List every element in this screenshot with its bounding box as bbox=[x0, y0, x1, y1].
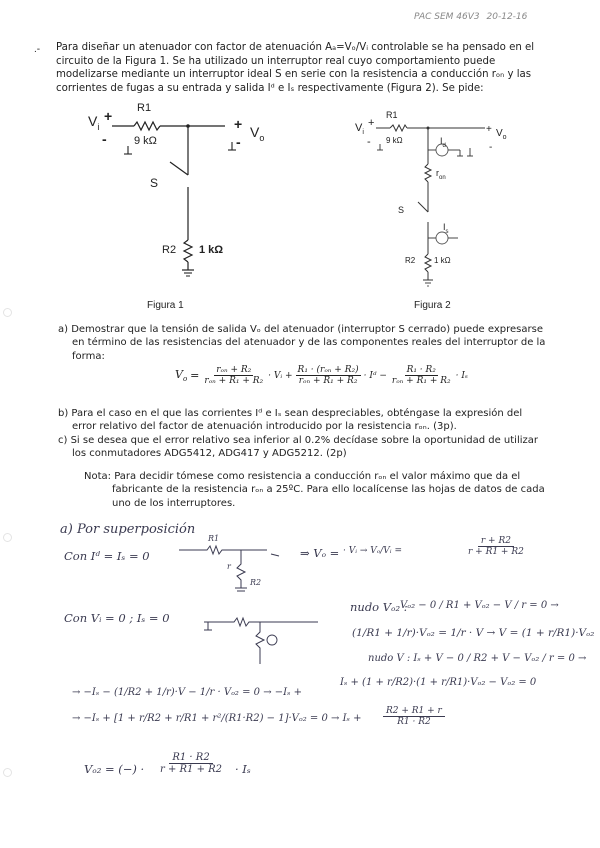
fig2-vi-label: $V_i$ bbox=[355, 122, 364, 137]
sketch-r1: R1 bbox=[208, 534, 220, 543]
fig2-vi-minus: - bbox=[367, 136, 371, 148]
handwritten-fraction-7: R2 + R1 + r R1 · R2 bbox=[383, 706, 445, 727]
fig1-r2-value: 1 kΩ bbox=[199, 244, 224, 256]
fig2-vi-plus: + bbox=[368, 117, 375, 129]
handwritten-step-5b: Iₛ + (1 + r/R2)·(1 + r/R1)·Vₒ₂ − Vₒ₂ = 0 bbox=[340, 677, 537, 688]
fig2-vo-plus: + bbox=[486, 124, 492, 135]
figure-2-circuit bbox=[340, 104, 540, 304]
handwritten-heading: a) Por superposición bbox=[60, 522, 196, 537]
handwritten-vo-eq: ⇒ Vₒ = bbox=[300, 546, 340, 560]
fig1-r1-value: 9 kΩ bbox=[134, 135, 157, 147]
handwritten-case-2: Con Vᵢ = 0 ; Iₛ = 0 bbox=[64, 611, 170, 625]
fig2-is-label: $I_s$ bbox=[443, 222, 449, 235]
fig1-switch-label: S bbox=[150, 176, 159, 190]
formula-fraction-3: R₁ · R₂ rₒₙ + R₁ + R₂ bbox=[391, 365, 451, 386]
fig1-vo-label: $V_o$ bbox=[250, 124, 265, 143]
fig2-ron-label: $r_{on}$ bbox=[436, 168, 446, 181]
fig2-switch-label: S bbox=[398, 205, 405, 215]
fig2-r1-value: 9 kΩ bbox=[386, 136, 403, 145]
handwritten-case-1: Con Iᵈ = Iₛ = 0 bbox=[64, 549, 150, 563]
handwritten-node-vo2-eq: Vₒ₂ − 0 / R1 + Vₒ₂ − V / r = 0 → bbox=[400, 600, 559, 611]
header-note: PAC SEM 46V3 20-12-16 bbox=[414, 12, 528, 22]
handwritten-node-vo2: nudo Vₒ₂ : bbox=[350, 600, 408, 614]
formula-lhs: $V_o$ bbox=[175, 367, 188, 384]
handwritten-node-v: nudo V : Iₛ + V − 0 / R2 + V − Vₒ₂ / r = 0 → bbox=[368, 653, 587, 664]
formula-fraction-1: rₒₙ + R₂ rₒₙ + R₁ + R₂ bbox=[204, 365, 264, 386]
handwritten-sketch-1 bbox=[175, 536, 295, 596]
handwritten-final-fraction: R1 · R2 r + R1 + R2 bbox=[160, 752, 223, 775]
handwritten-fraction-1: r + R2 r + R1 + R2 bbox=[468, 536, 524, 557]
fig1-caption: Figura 1 bbox=[147, 300, 184, 311]
fig1-vi-plus: + bbox=[104, 108, 113, 124]
binder-hole bbox=[3, 768, 12, 777]
fig2-vo-label: $V_o$ bbox=[496, 128, 507, 141]
handwritten-step-7: → −Iₛ + [1 + r/R2 + r/R1 + r²/(R1·R2) − 1]·Vₒ₂ = 0 → Iₛ + bbox=[72, 713, 362, 724]
fig2-r2-label: R2 bbox=[405, 256, 416, 265]
handwritten-step-4: (1/R1 + 1/r)·Vₒ₂ = 1/r · V → V = (1 + r/R1)·Vₒ₂ bbox=[352, 627, 595, 639]
handwritten-final-is: · Iₛ bbox=[235, 762, 251, 776]
handwritten-step-6: → −Iₛ − (1/R2 + 1/r)·V − 1/r · Vₒ₂ = 0 → −Iₛ + bbox=[72, 687, 303, 698]
fig2-r1-label: R1 bbox=[386, 110, 398, 120]
part-c-text: c) Si se desea que el error relativo sea inferior al 0.2% decídase sobre la oportunidad de utilizar los conmutadores ADG5412, ADG417 y ADG5212. (2p) bbox=[58, 435, 539, 460]
fig2-vo-minus: - bbox=[489, 142, 493, 153]
fig2-caption: Figura 2 bbox=[414, 300, 451, 311]
handwritten-result-1: · Vᵢ → Vₒ/Vᵢ = bbox=[343, 546, 403, 556]
binder-hole bbox=[3, 533, 12, 542]
note-text: Nota: Para decidir tómese como resistencia a conducción rₒₙ el valor máximo que da el fabricante de la resistencia rₒₙ a 25ºC. Para ello localícense las hojas de datos de cada uno de los interruptores. bbox=[84, 471, 545, 509]
figure-1-circuit bbox=[70, 100, 300, 300]
part-b-text: b) Para el caso en el que las corrientes Iᵈ e Iₛ sean despreciables, obténgase la expresión del error relativo del factor de atenuación introducido por la resistencia rₒₙ. (3p). bbox=[58, 408, 523, 433]
fig1-vo-minus: - bbox=[236, 134, 241, 150]
part-a-text: a) Demostrar que la tensión de salida Vₒ del atenuador (interruptor S cerrado) puede expresarse en término de las resistencias del atenuador y de las componentes reales del interruptor de la forma: bbox=[58, 324, 546, 362]
sketch-r: r bbox=[227, 562, 231, 571]
fig1-vi-minus: - bbox=[102, 131, 107, 147]
fig1-vo-plus: + bbox=[234, 116, 243, 132]
problem-intro: Para diseñar un atenuador con factor de atenuación Aₐ=Vₒ/Vᵢ controlable se ha pensado en el circuito de la Figura 1. Se ha utilizado un interruptor real cuyo comportamiento puede modelizarse mediante un interruptor ideal S en serie con la resistencia a conducción rₒₙ y las corrientes de fugas a su entrada y salida Iᵈ e Iₛ respectivamente (Figura 2). Se pide: bbox=[56, 42, 535, 94]
handwritten-final-lhs: Vₒ₂ = (−) · bbox=[84, 762, 145, 776]
fig2-r2-value: 1 kΩ bbox=[434, 256, 451, 265]
formula-fraction-2: R₁ · (rₒₙ + R₂) rₒₙ + R₁ + R₂ bbox=[297, 365, 359, 386]
binder-hole bbox=[3, 308, 12, 317]
problem-bullet: .- bbox=[34, 44, 41, 55]
fig1-r1-label: R1 bbox=[137, 102, 152, 114]
fig1-vi-label: $V_i$ bbox=[88, 113, 100, 132]
output-voltage-formula: $V_o$ = rₒₙ + R₂ rₒₙ + R₁ + R₂ · Vᵢ + R₁ · (rₒₙ + R₂) rₒₙ + R₁ + R₂ · Iᵈ − R₁ · R₂ rₒₙ + R₁ + R₂ · Iₛ bbox=[175, 365, 468, 386]
fig2-id-label: $I_d$ bbox=[440, 136, 446, 149]
sketch-r2: R2 bbox=[250, 578, 262, 587]
fig1-r2-label: R2 bbox=[162, 244, 177, 256]
handwritten-sketch-2 bbox=[200, 600, 330, 670]
